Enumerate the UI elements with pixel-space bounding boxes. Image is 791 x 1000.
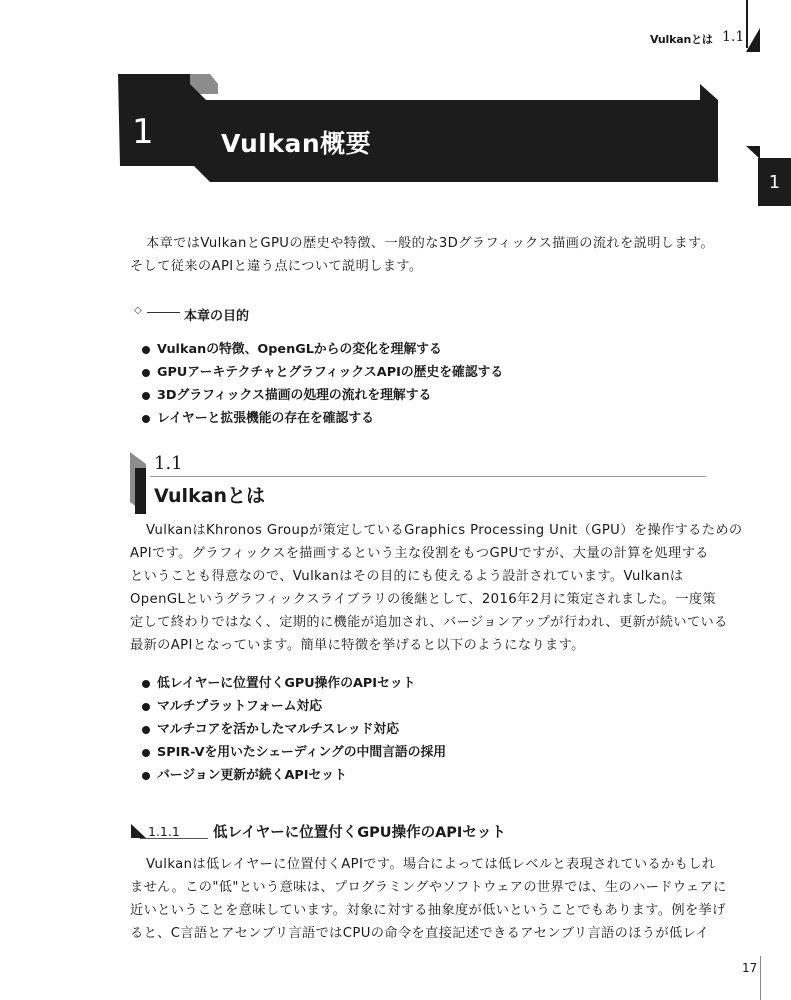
running-header-section-number: 1.1	[722, 29, 745, 45]
side-chapter-tab: 1	[758, 158, 791, 206]
bullet-icon	[142, 346, 150, 354]
objective-item: レイヤーと拡張機能の存在を確認する	[139, 407, 503, 430]
page-number-rule	[760, 956, 761, 1000]
objective-item: GPUアーキテクチャとグラフィックスAPIの歴史を確認する	[139, 361, 503, 384]
section-title: Vulkanとは	[154, 485, 266, 507]
feature-item: SPIR-Vを用いたシェーディングの中間言語の採用	[139, 741, 446, 764]
feature-item: 低レイヤーに位置付くGPU操作のAPIセット	[139, 672, 446, 695]
paragraph-line: ということも得意なので、Vulkanはその目的にも使えるよう設計されています。Vulkanは	[130, 569, 684, 584]
chapter-banner	[110, 70, 722, 186]
running-header-title: Vulkanとは	[650, 33, 713, 46]
objectives-rule	[147, 312, 180, 313]
bullet-icon	[142, 392, 150, 400]
section-number: 1.1	[154, 453, 183, 474]
section-paragraph	[130, 519, 743, 657]
subsection-title: 低レイヤーに位置付くGPU操作のAPIセット	[213, 825, 506, 841]
paragraph-line: 定して終わりではなく、定期的に機能が追加され、バージョンアップが行われ、更新が続いている	[130, 615, 728, 630]
bullet-icon	[142, 726, 150, 734]
paragraph-line: 近いということを意味しています。対象に対する抽象度が低いということでもあります。例を挙げ	[130, 903, 726, 918]
bullet-icon	[142, 772, 150, 780]
paragraph-line: ると、C言語とアセンブリ言語ではCPUの命令を直接記述できるアセンブリ言語のほうが低レイ	[130, 926, 710, 941]
intro-line-2: そして従来のAPIと違う点について説明します。	[130, 259, 423, 274]
chapter-title: Vulkan概要	[221, 129, 372, 158]
subsection-triangle-icon	[131, 823, 147, 839]
chapter-number: 1	[132, 112, 154, 152]
bullet-icon	[142, 680, 150, 688]
bullet-icon	[142, 369, 150, 377]
subsection-number: 1.1.1	[148, 824, 180, 839]
objective-item: Vulkanの特徴、OpenGLからの変化を理解する	[139, 338, 503, 361]
section-heading-marker	[130, 452, 150, 516]
feature-item: マルチプラットフォーム対応	[139, 695, 446, 718]
objectives-title: 本章の目的	[184, 309, 250, 324]
section-rule	[150, 476, 706, 477]
bullet-icon	[142, 749, 150, 757]
objectives-list	[139, 338, 503, 430]
objective-item: 3Dグラフィックス描画の処理の流れを理解する	[139, 384, 503, 407]
intro-line-1: 本章ではVulkanとGPUの歴史や特徴、一般的な3Dグラフィックス描画の流れを説明します。	[146, 236, 715, 251]
paragraph-line: VulkanはKhronos Groupが策定しているGraphics Processing Unit（GPU）を操作するための	[146, 523, 743, 538]
paragraph-line: APIです。グラフィックスを描画するという主な役割をもつGPUですが、大量の計算を処理する	[130, 546, 709, 561]
paragraph-line: 最新のAPIとなっています。簡単に特徴を挙げると以下のようになります。	[130, 638, 585, 653]
feature-item: バージョン更新が続くAPIセット	[139, 764, 446, 787]
objectives-diamond-icon: ◇	[134, 305, 142, 316]
features-list	[139, 672, 446, 787]
subsection-paragraph	[130, 853, 727, 945]
paragraph-line: OpenGLというグラフィックスライブラリの後継として、2016年2月に策定されました。一度策	[130, 592, 717, 607]
paragraph-line: Vulkanは低レイヤーに位置付くAPIです。場合によっては低レベルと表現されているかもしれ	[146, 857, 716, 872]
bullet-icon	[142, 703, 150, 711]
page-number: 17	[742, 961, 758, 975]
bullet-icon	[142, 415, 150, 423]
paragraph-line: ません。この"低"という意味は、プログラミングやソフトウェアの世界では、生のハードウェアに	[130, 880, 727, 895]
feature-item: マルチコアを活かしたマルチスレッド対応	[139, 718, 446, 741]
running-header-triangle	[746, 28, 762, 54]
